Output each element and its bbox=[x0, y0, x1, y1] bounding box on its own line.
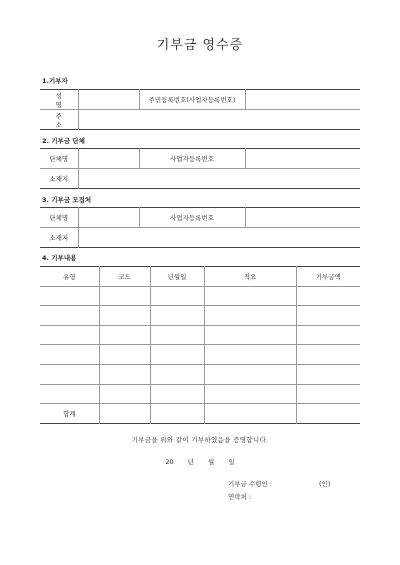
summary-cell[interactable] bbox=[204, 345, 296, 365]
amount-cell[interactable] bbox=[296, 286, 360, 306]
date-cell[interactable] bbox=[150, 345, 204, 365]
recruiter-location-field[interactable] bbox=[78, 228, 360, 248]
recruiter-location-label: 소재지 bbox=[40, 228, 78, 248]
table-row bbox=[40, 286, 360, 306]
recruiter-brn-label: 사업자등록번호 bbox=[139, 208, 245, 228]
summary-cell[interactable] bbox=[204, 286, 296, 306]
section-content-heading: 4. 기부내용 bbox=[42, 254, 77, 262]
seal-mark: (인) bbox=[319, 480, 331, 488]
date-cell[interactable] bbox=[150, 384, 204, 404]
type-cell[interactable] bbox=[40, 306, 99, 326]
group-location-label: 소재지 bbox=[40, 169, 78, 189]
amount-cell[interactable] bbox=[296, 306, 360, 326]
group-location-field[interactable] bbox=[78, 169, 360, 189]
code-cell[interactable] bbox=[99, 286, 150, 306]
type-cell[interactable] bbox=[40, 286, 99, 306]
donor-rrn-field[interactable] bbox=[245, 90, 360, 110]
total-row bbox=[40, 404, 360, 424]
code-cell[interactable] bbox=[99, 306, 150, 326]
donation-content-table bbox=[40, 266, 360, 424]
date-month-label: 월 bbox=[208, 458, 215, 466]
certification-statement: 기부금을 위와 같이 기부하였음을 증명합니다. bbox=[131, 436, 269, 444]
donor-rrn-label: 주민등록번호(사업자등록번호) bbox=[139, 90, 245, 110]
amount-cell[interactable] bbox=[296, 364, 360, 384]
recruiter-name-label: 단체명 bbox=[40, 208, 78, 228]
section-group-heading: 2. 기부금 단체 bbox=[42, 137, 85, 145]
amount-cell[interactable] bbox=[296, 325, 360, 345]
recruiter-table bbox=[40, 207, 360, 248]
code-cell[interactable] bbox=[99, 364, 150, 384]
summary-cell[interactable] bbox=[204, 325, 296, 345]
date-day-label: 일 bbox=[228, 458, 235, 466]
summary-cell[interactable] bbox=[204, 384, 296, 404]
group-name-label: 단체명 bbox=[40, 149, 78, 169]
date-cell[interactable] bbox=[150, 306, 204, 326]
type-cell[interactable] bbox=[40, 325, 99, 345]
date-year-label: 년 bbox=[187, 458, 194, 466]
recipient-label: 기부금 수령인 : bbox=[228, 480, 272, 488]
header-summary: 적요 bbox=[204, 267, 296, 287]
donor-address-field[interactable] bbox=[78, 110, 360, 130]
header-date: 년월일 bbox=[150, 267, 204, 287]
issue-date-line bbox=[0, 457, 400, 466]
donor-name-label: 성 명 bbox=[40, 90, 78, 110]
section-recruiter-heading: 3. 기부금 모집처 bbox=[42, 196, 92, 204]
total-code-cell[interactable] bbox=[99, 404, 150, 424]
type-cell[interactable] bbox=[40, 345, 99, 365]
total-date-cell[interactable] bbox=[150, 404, 204, 424]
total-amount-cell[interactable] bbox=[296, 404, 360, 424]
table-row bbox=[40, 364, 360, 384]
recruiter-name-field[interactable] bbox=[78, 208, 139, 228]
donor-table bbox=[40, 89, 360, 130]
donor-name-field[interactable] bbox=[78, 90, 139, 110]
group-name-field[interactable] bbox=[78, 149, 139, 169]
total-summary-cell[interactable] bbox=[204, 404, 296, 424]
amount-cell[interactable] bbox=[296, 384, 360, 404]
type-cell[interactable] bbox=[40, 384, 99, 404]
header-amount: 기부금액 bbox=[296, 267, 360, 287]
code-cell[interactable] bbox=[99, 325, 150, 345]
summary-cell[interactable] bbox=[204, 306, 296, 326]
document-title: 기부금 영수증 bbox=[156, 38, 244, 53]
summary-cell[interactable] bbox=[204, 364, 296, 384]
group-brn-field[interactable] bbox=[245, 149, 360, 169]
total-label: 합계 bbox=[40, 404, 99, 424]
donor-address-label: 주 소 bbox=[40, 110, 78, 130]
recruiter-brn-field[interactable] bbox=[245, 208, 360, 228]
date-cell[interactable] bbox=[150, 364, 204, 384]
table-row bbox=[40, 384, 360, 404]
header-type: 유형 bbox=[40, 267, 99, 287]
recipient-line bbox=[228, 479, 272, 488]
type-cell[interactable] bbox=[40, 364, 99, 384]
group-table bbox=[40, 148, 360, 189]
section-donor-heading: 1.기부자 bbox=[42, 77, 68, 85]
table-row bbox=[40, 325, 360, 345]
group-brn-label: 사업자등록번호 bbox=[139, 149, 245, 169]
table-row bbox=[40, 345, 360, 365]
code-cell[interactable] bbox=[99, 384, 150, 404]
content-header-row bbox=[40, 267, 360, 287]
date-cell[interactable] bbox=[150, 325, 204, 345]
header-code: 코드 bbox=[99, 267, 150, 287]
contact-label: 연락처 : bbox=[228, 493, 252, 501]
date-cell[interactable] bbox=[150, 286, 204, 306]
table-row bbox=[40, 306, 360, 326]
date-year-prefix: 20 bbox=[165, 458, 174, 466]
amount-cell[interactable] bbox=[296, 345, 360, 365]
code-cell[interactable] bbox=[99, 345, 150, 365]
